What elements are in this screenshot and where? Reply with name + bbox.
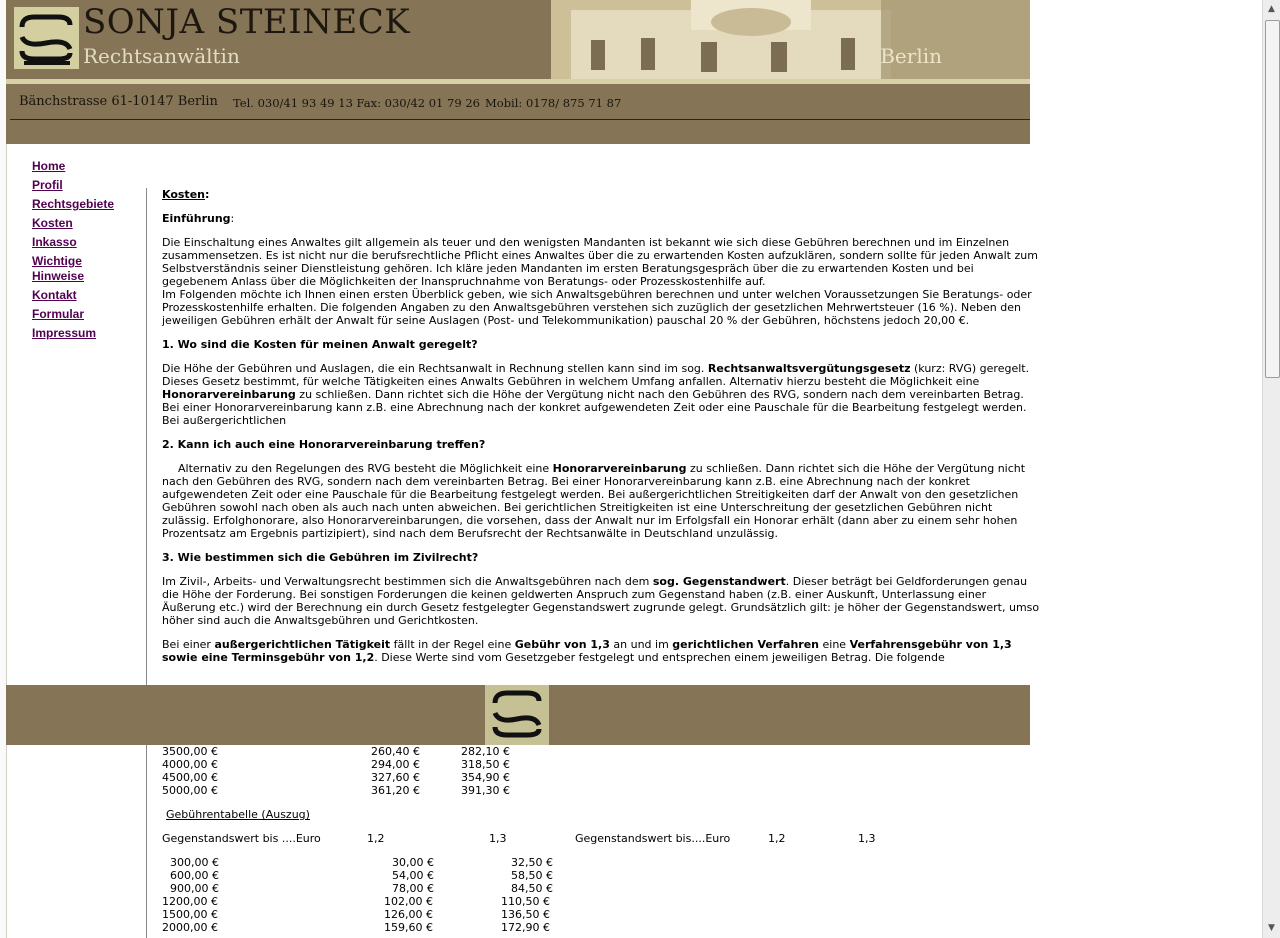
table-row <box>162 921 682 934</box>
intro-text-2: Im Folgenden möchte ich Ihnen einen ersten Überblick geben, wie sich Anwaltsgebühren berechnen und unter welchen Voraussetzungen Sie Beratungs- oder Prozesskostenhilfe erhalten. Die folgenden Angaben zu den Anwaltsgebühren verstehen sich zuzüglich der gesetzlichen Mehrwertsteuer (16 %). Neben den jeweiligen Gebühren erhält der Anwalt für seine Auslagen (Post- und Telekommunikation) pauschal 20 % der Gebühren, höchstens jedoch 20,00 €. <box>162 288 1032 327</box>
answer-1-part: Die Höhe der Gebühren und Auslagen, die ein Rechtsanwalt in Rechnung stellen kann sind im sog. <box>162 362 708 375</box>
cell-12: 78,00 € <box>392 882 434 895</box>
intro-heading <box>162 212 1042 225</box>
nav-impressum[interactable]: Impressum <box>32 326 97 340</box>
cell-wert: 4000,00 € <box>162 758 218 771</box>
table-row <box>162 784 682 797</box>
cell-wert: 900,00 € <box>170 882 219 895</box>
cell-13: 136,50 € <box>501 908 550 921</box>
cell-12: 327,60 € <box>371 771 420 784</box>
cell-13: 32,50 € <box>511 856 553 869</box>
cell-wert: 2000,00 € <box>162 921 218 934</box>
intro-paragraph <box>162 236 1042 327</box>
cell-12: 30,00 € <box>392 856 434 869</box>
header-building-photo <box>551 0 1030 79</box>
header-13: 1,3 <box>489 832 507 845</box>
header-13-b: 1,3 <box>858 832 876 845</box>
cell-wert: 3500,00 € <box>162 745 218 758</box>
answer-3-part: . Dieser beträgt bei Geldforderungen genau die Höhe der Forderung. Bei sonstigen Forderungen die keinen geldwerten Anspruch zum Gegenstand haben (z.B. einer Auskunft, Unterlassung einer Äußerung etc.) wird der Berechnung ein durch Gesetz festgelegter Gegenstandswert zugrunde gelegt. Grundsätzlich gilt: je höher der Gegenstandswert, umso höher sind auch die Anwaltsgebühren und Gerichtkosten. <box>162 575 1040 627</box>
intro-text-1: Die Einschaltung eines Anwaltes gilt allgemein als teuer und den wenigsten Mandanten ist bekannt wie sich diese Gebühren berechnen und im Einzelnen zusammensetzen. Es ist nicht nur die berufsrechtliche Pflicht eines Anwaltes über die zu erwartenden Kosten aufzuklären, sondern sollte für jeden Anwalt zum Selbstverständnis seiner Dienstleistung gehören. Ich kläre jeden Mandanten im ersten Beratungsgespräch über die zu erwartenden Kosten und bei gegebenem Anlass über die Möglichkeiten der Inanspruchnahme von Beratungs- oder Prozesskostenhilfe auf. <box>162 236 1038 288</box>
page-title-text: Kosten <box>162 188 205 201</box>
footer-logo-icon <box>485 685 549 745</box>
table-row <box>162 908 682 921</box>
answer-4-part: . Diese Werte sind vom Gesetzgeber festgelegt und entsprechen einem jeweiligen Betrag. Die folgende <box>374 651 945 664</box>
scrollbar-thumb[interactable] <box>1265 20 1280 378</box>
cell-13: 110,50 € <box>501 895 550 908</box>
answer-1-bold: Rechtsanwaltsvergütungsgesetz <box>707 362 911 375</box>
question-2: 2. Kann ich auch eine Honorarvereinbarung treffen? <box>162 438 486 451</box>
cell-wert: 1200,00 € <box>162 895 218 908</box>
answer-1-part: zu schließen. Dann richtet sich die Höhe der Vergütung nicht nach den Gebühren des RVG, sondern nach dem vereinbarten Betrag. Bei einer Honorarvereinbarung kann z.B. eine Abrechnung nach der konkret aufgewendeten Zeit oder eine Pauschale für die Bearbeitung festgelegt werden. Bei außergerichtlichen <box>162 388 1027 427</box>
site-footer <box>6 685 1030 745</box>
table-row <box>162 745 682 758</box>
address-text: Bänchstrasse 61-10147 Berlin <box>19 94 218 109</box>
answer-1 <box>162 362 1042 427</box>
header-stripe <box>6 79 1030 84</box>
table-row <box>162 771 682 784</box>
cell-12: 361,20 € <box>371 784 420 797</box>
answer-2-bold: Honorarvereinbarung <box>552 462 687 475</box>
answer-4-bold: Verfahrensgebühr von 1,3 sowie eine Terminsgebühr von 1,2 <box>162 638 1012 664</box>
cell-13: 391,30 € <box>461 784 510 797</box>
answer-4 <box>162 638 1042 664</box>
site-header <box>6 0 1030 144</box>
answer-4-bold: gerichtlichen Verfahren <box>672 638 820 651</box>
table-title <box>166 808 686 821</box>
nav-inkasso[interactable]: Inkasso <box>32 235 77 249</box>
header-12: 1,2 <box>367 832 385 845</box>
cell-12: 294,00 € <box>371 758 420 771</box>
cell-12: 126,00 € <box>384 908 433 921</box>
nav-kosten[interactable]: Kosten <box>32 216 73 230</box>
nav-wichtige-hinweise[interactable] <box>32 254 114 284</box>
answer-4-part: fällt in der Regel eine <box>390 638 515 651</box>
cell-wert: 4500,00 € <box>162 771 218 784</box>
answer-4-bold: Gebühr von 1,3 <box>514 638 610 651</box>
scroll-up-arrow-icon[interactable]: ▲ <box>1268 4 1275 14</box>
answer-3-part: Im Zivil-, Arbeits- und Verwaltungsrecht bestimmen sich die Anwaltsgebühren nach dem <box>162 575 653 588</box>
answer-4-part: an und im <box>609 638 673 651</box>
cell-wert: 600,00 € <box>170 869 219 882</box>
footer-logo <box>485 685 549 745</box>
scroll-down-arrow-icon[interactable]: ▼ <box>1268 923 1275 933</box>
nav-formular[interactable]: Formular <box>32 307 85 321</box>
vertical-scrollbar[interactable] <box>1262 0 1280 938</box>
brand-name: SONJA STEINECK <box>83 2 411 42</box>
table-row <box>162 895 682 908</box>
logo <box>14 7 79 69</box>
mobile-text: Mobil: 0178/ 875 71 87 <box>485 96 622 110</box>
nav-profil[interactable]: Profil <box>32 178 63 192</box>
main-nav <box>32 159 114 345</box>
cell-12: 159,60 € <box>384 921 433 934</box>
nav-rechtsgebiete[interactable]: Rechtsgebiete <box>32 197 115 211</box>
building-image <box>551 0 1030 79</box>
page-title-colon: : <box>205 188 210 201</box>
phone-fax-text: Tel. 030/41 93 49 13 Fax: 030/42 01 79 26 <box>233 96 480 110</box>
nav-wichtige: Wichtige <box>32 254 82 268</box>
answer-1-bold: Honorarvereinbarung <box>162 388 296 401</box>
answer-2-part: zu schließen. Dann richtet sich die Höhe der Vergütung nicht nach den Gebühren des RVG, sondern nach dem vereinbarten Betrag. Bei einer Honorarvereinbarung kann z.B. eine Abrechnung nach der konkret aufgewendeten Zeit oder eine Pauschale für die Bearbeitung festgelegt werden. Bei außergerichtlichen Streitigkeiten darf der Anwalt von den gesetzlichen Gebühren sowohl nach oben als auch nach unten abweichen. Bei gerichtlichen Streitigkeiten ist eine Unterschreitung der gesetzlichen Gebühren nicht zulässig. Erfolghonorare, also Honorarvereinbarungen, die vorsehen, dass der Anwalt nur im Erfolgsfall ein Honorar erhält (dann aber zu einem sehr hohen Prozentsatz am Ergebnis partizipiert), sind nach dem Berufsrecht der Rechtsanwälte in Deutschland unzulässig. <box>162 462 1026 540</box>
nav-kontakt[interactable]: Kontakt <box>32 288 77 302</box>
cell-12: 260,40 € <box>371 745 420 758</box>
answer-3-bold: sog. Gegenstandwert <box>652 575 786 588</box>
answer-1-part: (kurz: RVG) geregelt. Dieses Gesetz bestimmt, für welche Tätigkeiten eines Anwalts Gebühren in welchem Umfang anfallen. Alternativ hierzu besteht die Möglichkeit eine <box>162 362 1030 388</box>
cell-12: 102,00 € <box>384 895 433 908</box>
intro-heading-text: Einführung <box>162 212 231 225</box>
brand-subtitle: Rechtsanwältin <box>83 44 240 68</box>
cell-13: 172,90 € <box>501 921 550 934</box>
table-row <box>162 758 682 771</box>
cell-13: 318,50 € <box>461 758 510 771</box>
cell-13: 58,50 € <box>511 869 553 882</box>
main-content <box>162 188 1042 675</box>
header-divider <box>10 119 1030 120</box>
answer-4-part: Bei einer <box>162 638 215 651</box>
answer-3 <box>162 575 1042 627</box>
intro-heading-colon: : <box>230 212 235 225</box>
answer-2-part: Alternativ zu den Regelungen des RVG besteht die Möglichkeit eine <box>178 462 553 475</box>
logo-icon <box>14 7 79 69</box>
cell-12: 54,00 € <box>392 869 434 882</box>
cell-13: 84,50 € <box>511 882 553 895</box>
answer-4-part: eine <box>819 638 850 651</box>
answer-2 <box>162 462 1042 540</box>
cell-13: 354,90 € <box>461 771 510 784</box>
question-1: 1. Wo sind die Kosten für meinen Anwalt geregelt? <box>162 338 478 351</box>
nav-home[interactable]: Home <box>32 159 66 173</box>
header-12-b: 1,2 <box>768 832 786 845</box>
table-row <box>162 882 682 895</box>
table-row <box>162 869 682 882</box>
table-title-text: Gebührentabelle (Auszug) <box>166 808 310 821</box>
header-wert-b: Gegenstandswert bis....Euro <box>575 832 731 845</box>
answer-4-bold: außergerichtlichen Tätigkeit <box>214 638 391 651</box>
cell-wert: 300,00 € <box>170 856 219 869</box>
cell-13: 282,10 € <box>461 745 510 758</box>
city-label: Berlin <box>880 44 942 68</box>
header-wert: Gegenstandswert bis ....Euro <box>162 832 321 845</box>
question-3: 3. Wie bestimmen sich die Gebühren im Zivilrecht? <box>162 551 479 564</box>
table-row <box>162 856 682 869</box>
cell-wert: 5000,00 € <box>162 784 218 797</box>
page-title <box>162 188 1042 201</box>
nav-hinweise: Hinweise <box>32 269 85 283</box>
nav-divider <box>146 188 147 938</box>
cell-wert: 1500,00 € <box>162 908 218 921</box>
table-header <box>162 832 922 845</box>
